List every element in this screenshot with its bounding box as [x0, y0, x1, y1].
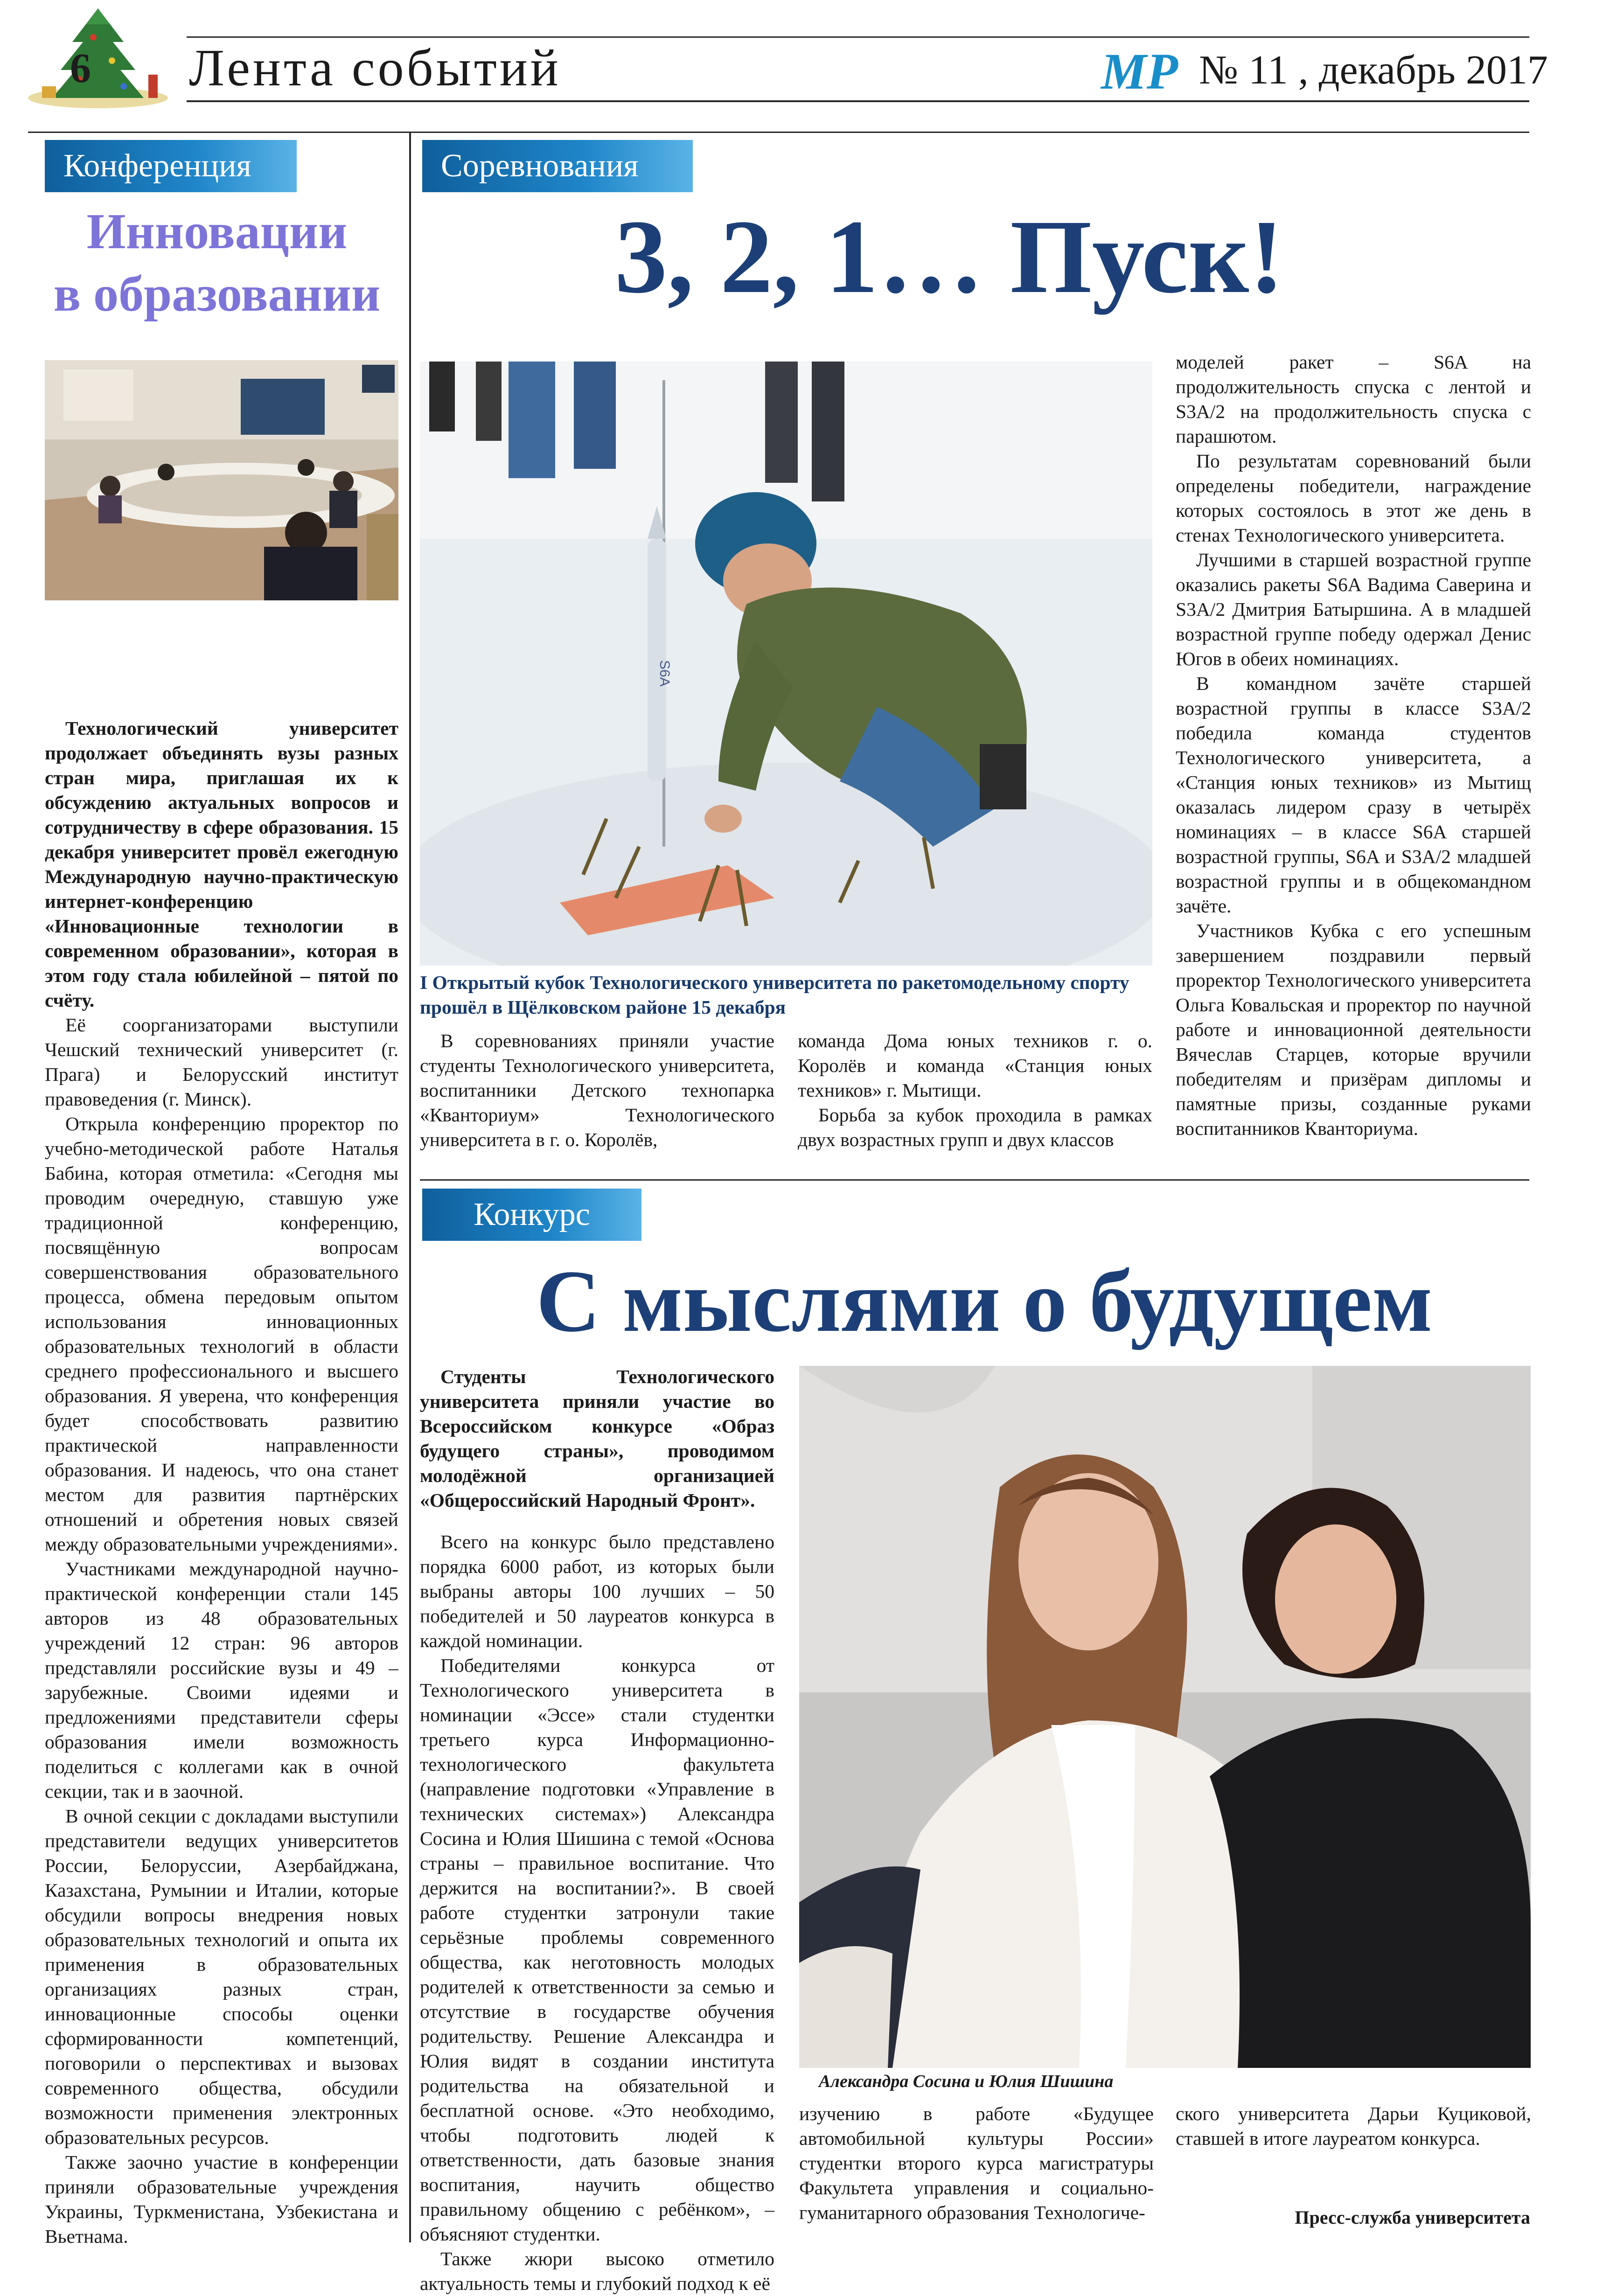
contest-col3 — [1176, 2101, 1531, 2151]
conference-text — [45, 716, 398, 2249]
conference-paragraph-2: Открыла конференцию проректор по учебно-методической работе Наталья Бабина, которая отметила: «Сегодня мы проводим очередную, ставшую уже традиционной конференцию, посвящённую вопросам совершенствования образовательного процесса, обмена передовым опытом использования инновационных образовательных технологий в области среднего профессионального и высшего образования. Я уверена, что конференция будет способствовать развитию практической направленности образования. И надеюсь, что она станет местом для развития партнёрских отношений и обретения новых связей между образовательными учреждениями». — [45, 1113, 398, 1555]
press-service-signature: Пресс-служба университета — [1295, 2207, 1530, 2228]
issue-info: № 11 , декабрь 2017 — [1199, 48, 1548, 93]
rubric-competition: Соревнования — [422, 140, 693, 192]
students-photo — [799, 1366, 1531, 2068]
contest-col1 — [420, 1364, 774, 2296]
christmas-tree-icon — [23, 5, 173, 112]
header-rule-top — [187, 36, 1529, 38]
section-title: Лента событий — [189, 39, 561, 97]
rocket-label: S6A — [657, 660, 672, 687]
competition-headline: 3, 2, 1… Пуск! — [614, 198, 1284, 315]
competition-col1-p1: В соревнованиях приняли участие студенты Технологического университета, воспитанники Детского технопарка «Кванториум» Технологического университета в г. о. Королёв, — [420, 1030, 774, 1150]
competition-col3-p4: В командном зачёте старшей возрастной группы в классе S3A/2 победила команда студентов Технологического университета, а «Станция юных техников» из Мытищ оказалась лидером сразу в четырёх номинациях – в классе S6A старшей возрастной группы, S6A и S3A/2 младшей возрастной группы и в общекомандном зачёте. — [1176, 673, 1531, 917]
conference-headline — [33, 201, 401, 326]
competition-col3 — [1176, 350, 1531, 1141]
conference-paragraph-3: Участниками международной научно-практической конференции стали 145 авторов из 48 образовательных учреждений 12 стран: 96 авторов представляли российские вузы и 49 – зарубежные. Своими идеями и предложениями представители сферы образования имели возможность поделиться с коллегами как в очной секции, так и в заочной. — [45, 1558, 398, 1802]
competition-photo-caption: I Открытый кубок Технологического университета по ракетомодельному спорту прошёл в Щёлковском районе 15 декабря — [420, 972, 1129, 1018]
conference-lead: Технологический университет продолжает объединять вузы разных стран мира, приглашая их к обсуждению актуальных вопросов и сотрудничеству в сфере образования. 15 декабря университет провёл ежегодную Международную научно-практическую интернет-конференцию «Инновационные технологии в современном образовании», которая в этом году стала юбилейной – пятой по счёту. — [45, 717, 398, 1011]
page-number: 6 — [70, 45, 91, 91]
header-rule-lower — [28, 132, 1529, 133]
competition-col2-p2: Борьба за кубок проходила в рамках двух возрастных групп и двух классов — [798, 1104, 1152, 1150]
header-rule-bottom — [187, 100, 1529, 102]
newspaper-logo: МР — [1101, 43, 1178, 100]
contest-col1-p1: Всего на конкурс было представлено порядка 6000 работ, из которых были выбраны авторы 100 лучших – 50 победителей и 50 лауреатов конкурса в каждой номинации. — [420, 1531, 774, 1651]
competition-col3-p3: Лучшими в старшей возрастной группе оказались ракеты S6A Вадима Саверина и S3A/2 Дмитрия Батыршина. А в младшей возрастной группе победу одержал Денис Югов в обеих номинациях. — [1176, 549, 1531, 669]
competition-col2 — [798, 1029, 1152, 1152]
students-photo-caption: Александра Сосина и Юлия Шишина — [819, 2072, 1114, 2091]
contest-col1-p2: Победителями конкурса от Технологического университета в номинации «Эссе» стали студентки третьего курса Информационно-технологического факультета (направление подготовки «Управление в технических системах») Александра Сосина и Юлия Шишина с темой «Основа страны – правильное воспитание. Что держится на воспитании?». В своей работе студентки затронули такие серьёзные проблемы современного общества, как неготовность молодых родителей к ответственности за семью и отсутствие в государстве обучения родительству. Решение Александра и Юлия видят в создании института родительства на обязательной и бесплатной основе. «Это необходимо, чтобы подготовить людей к ответственности, дать базовые знания воспитания, научить общество правильному общению с ребёнком», – объясняют студентки. — [420, 1655, 774, 2245]
conference-headline-line1: Инновации — [86, 204, 348, 259]
contest-col2 — [799, 2101, 1154, 2225]
competition-col1 — [420, 1029, 774, 1152]
contest-col2-p1: изучению в работе «Будущее автомобильной культуры России» студентки второго курса магистратуры Факультета управления и социально-гуманитарного образования Технологиче- — [799, 2103, 1154, 2223]
competition-col3-p5: Участников Кубка с его успешным завершением поздравили первый проректор Технологического университета Ольга Ковальская и проректор по научной работе и инновационной деятельности Вячеслав Старцев, которые вручили победителям и призёрам дипломы и памятные призы, созданные руками воспитанников Кванториума. — [1176, 920, 1531, 1139]
contest-lead: Студенты Технологического университета приняли участие во Всероссийском конкурсе «Образ будущего страны», проводимом молодёжной организацией «Общероссийский Народный Фронт». — [420, 1366, 774, 1511]
section-divider — [420, 1179, 1529, 1181]
conference-paragraph-5: Также заочно участие в конференции приняли образовательные учреждения Украины, Туркменистана, Узбекистана и Вьетнама. — [45, 2151, 398, 2247]
competition-col3-p1: моделей ракет – S6A на продолжительность спуска с лентой и S3A/2 на продолжительность спуска с парашютом. — [1176, 351, 1531, 447]
rocket-competition-photo — [420, 362, 1152, 966]
conference-headline-line2: в образовании — [53, 266, 381, 322]
rubric-conference: Конференция — [45, 140, 297, 192]
contest-col3-p1: ского университета Дарьи Куциковой, ставшей в итоге лауреатом конкурса. — [1176, 2103, 1531, 2149]
rubric-contest: Конкурс — [422, 1189, 641, 1241]
conference-photo — [45, 360, 398, 600]
contest-col1-p3: Также жюри высоко отметило актуальность темы и глубокий подход к её — [420, 2248, 774, 2294]
competition-col2-p1: команда Дома юных техников г. о. Королёв и команда «Станция юных техников» г. Мытищи. — [798, 1030, 1152, 1101]
conference-paragraph-4: В очной секции с докладами выступили представители ведущих университетов России, Белоруссии, Азербайджана, Казахстана, Румынии и Италии, которые обсудили вопросы внедрения новых образовательных технологий и опыта их применения в образовательных организациях разных стран, инновационные способы оценки сформированности компетенций, поговорили о перспективах и вызовах современного общества, обсудили возможности применения электронных образовательных ресурсов. — [45, 1805, 398, 2148]
contest-headline: С мыслями о будущем — [536, 1252, 1433, 1350]
conference-paragraph-1: Её соорганизаторами выступили Чешский технический университет (г. Прага) и Белорусский институт правоведения (г. Минск). — [45, 1014, 398, 1110]
competition-col3-p2: По результатам соревнований были определены победители, награждение которых состоялось в этот же день в стенах Технологического университета. — [1176, 450, 1531, 546]
column-divider — [409, 132, 411, 2242]
